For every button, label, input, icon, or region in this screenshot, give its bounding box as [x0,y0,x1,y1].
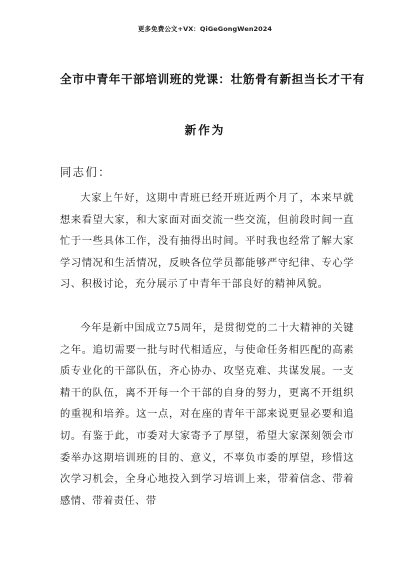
document-title-line-2: 新作为 [184,123,226,137]
document-title-line-1: 全市中青年干部培训班的党课：壮筋骨有新担当长才干有 [60,72,365,86]
header-note: 更多免费公文+VX：QiGeGongWen2024 [137,25,273,33]
body-paragraph-1: 大家上午好，这期中青班已经开班近两个月了，本来早就想来看望大家，和大家面对面交流一些交流，但前段时间一直忙于一些具体工作，没有抽得出时间。平时我也经常了解大家学习情况和生活情况，反映各位学员都能够严守纪律、专心学习、积极讨论，充分展示了中青年干部良好的精神风貌。 [60,193,354,291]
body-paragraph-2: 今年是新中国成立75周年，是贯彻党的二十大精神的关键之年。追切需要一批与时代相适应，与使命任务相匹配的高素质专业化的干部队伍，齐心协办、攻坚克难、共谋发展。一支精干的队伍，离不开每一个干部的自身的努力，更离不开组织的重视和培养。这一点，对在座的青年干部来说更显必要和追切。有鉴于此，市委对大家寄予了厚望，希望大家深刻领会市委举办这期培训班的目的、意义，不辜负市委的厚望，珍惜这次学习机会，全身心地投入到学习培训上来，带着信念、带着感情、带着责任、带 [60,323,354,507]
salutation: 同志们： [60,166,112,179]
